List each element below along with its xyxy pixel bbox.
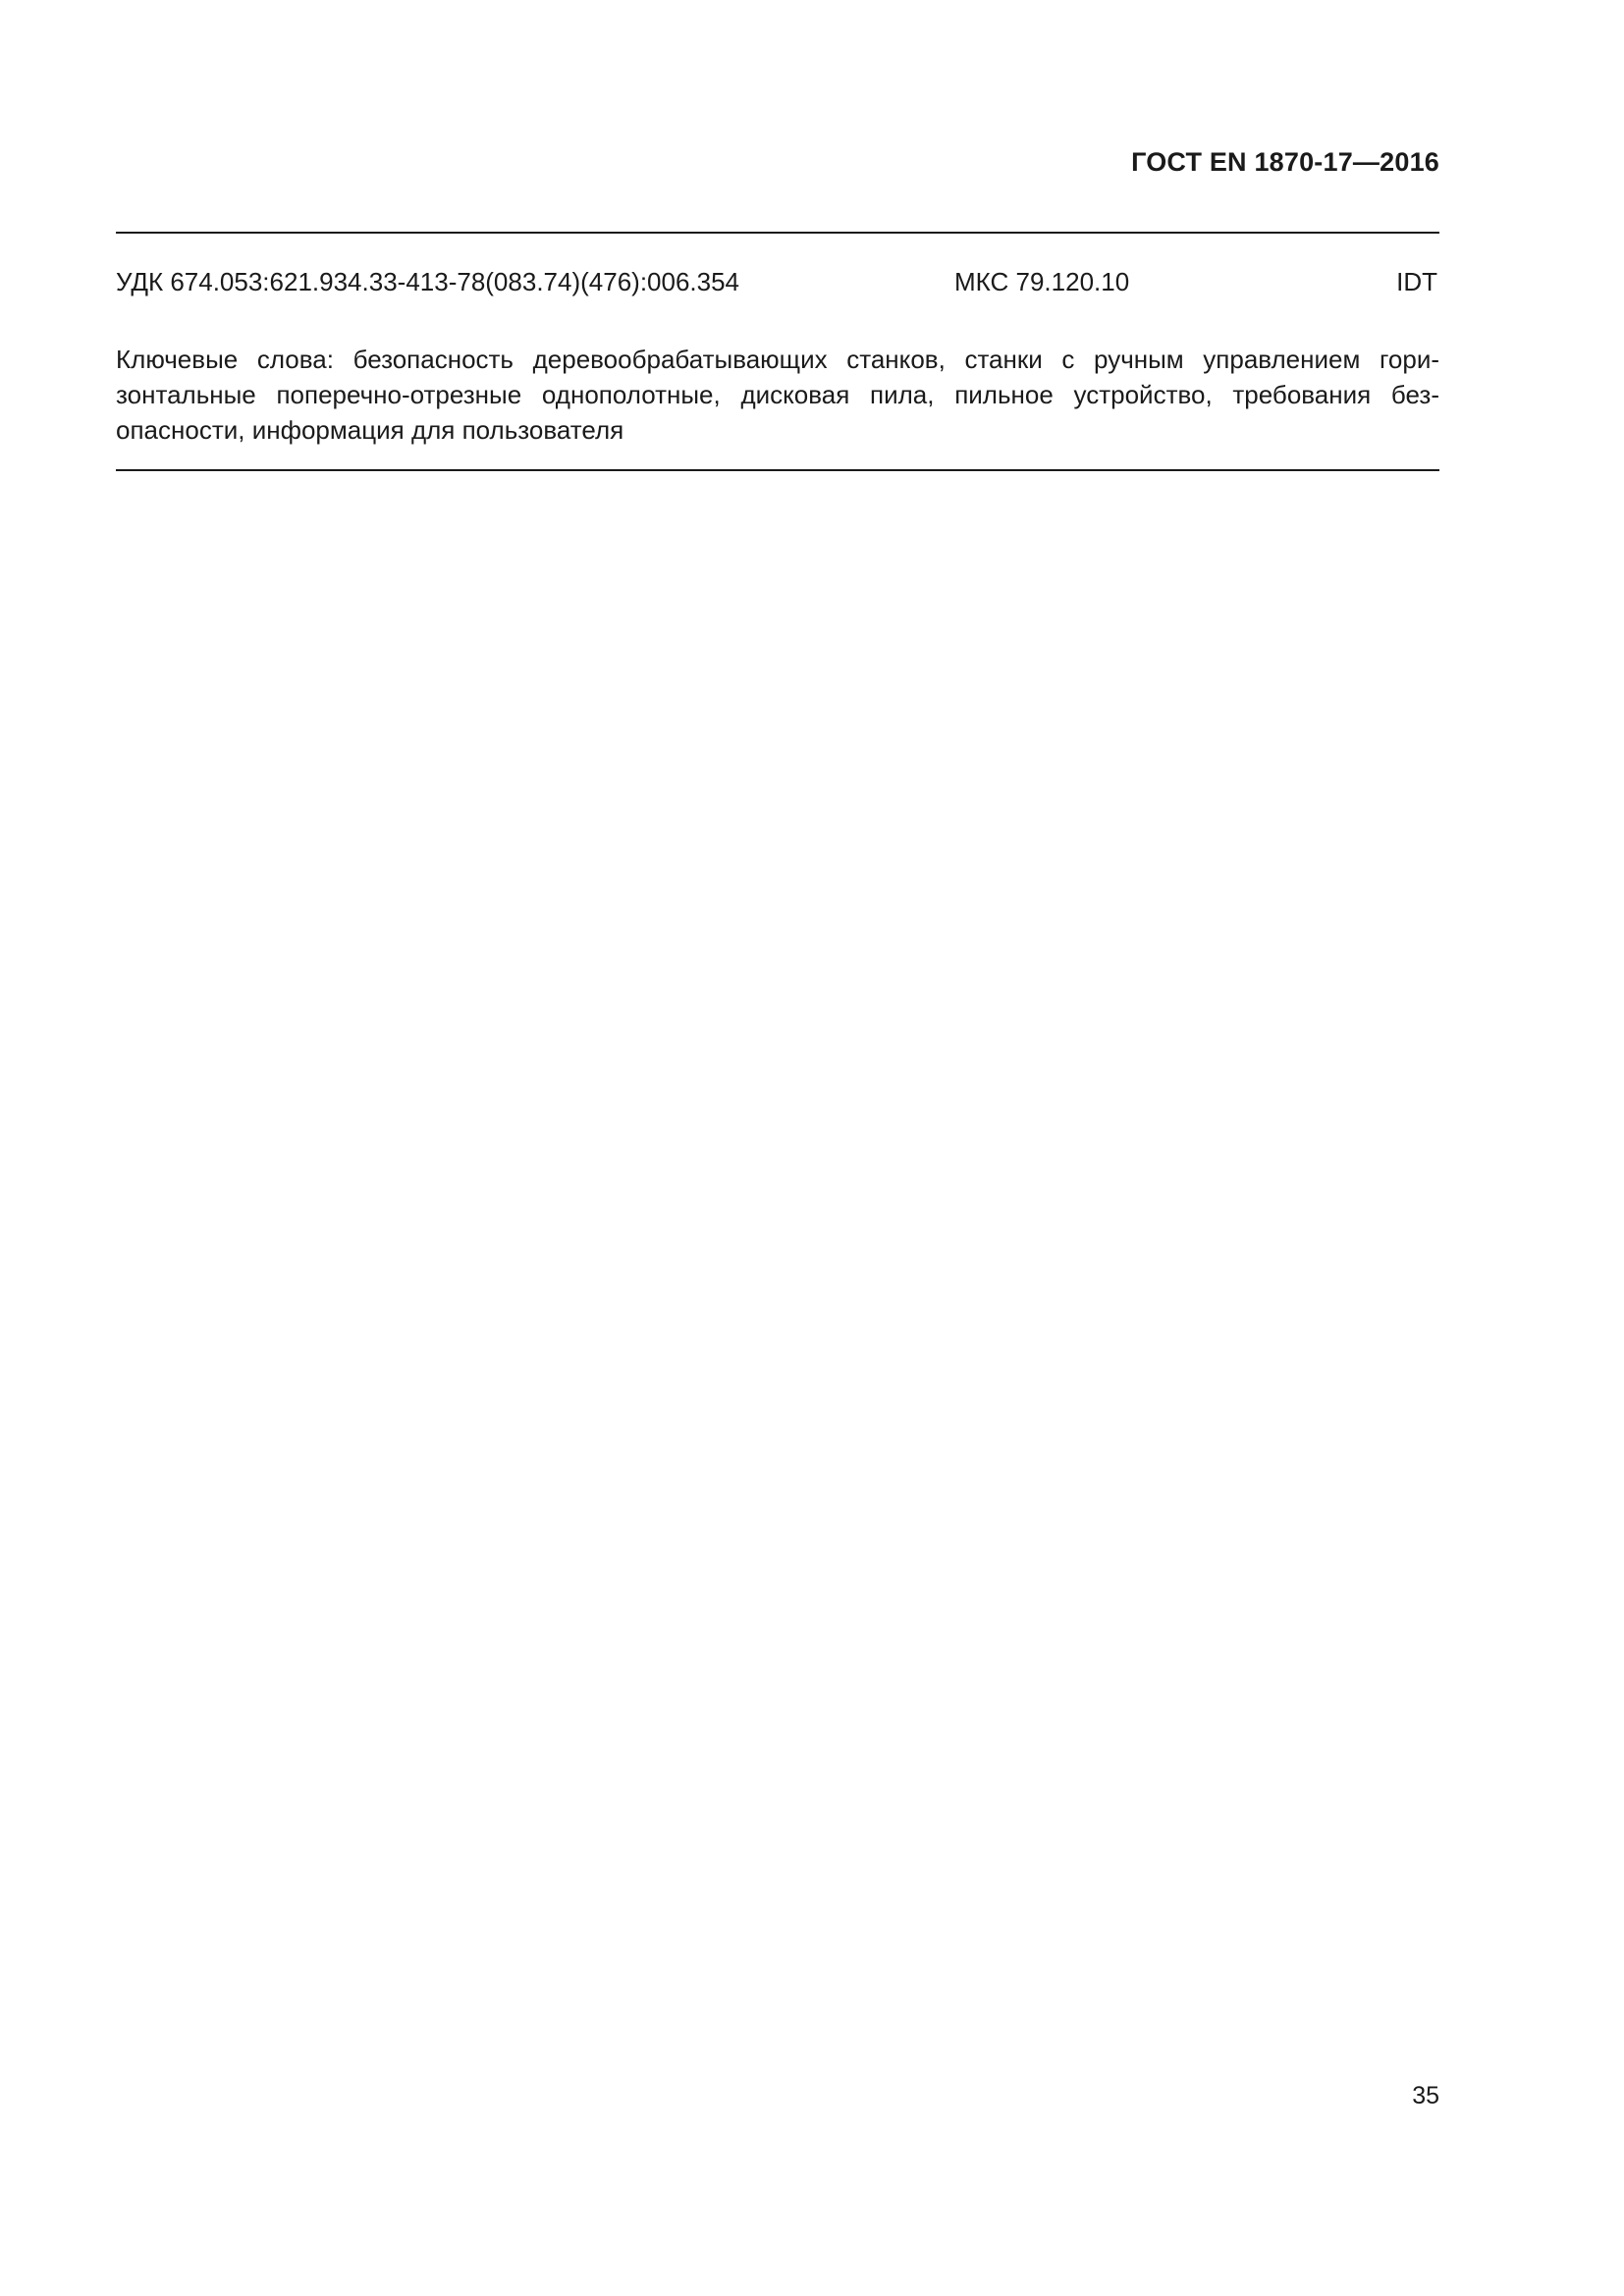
keywords-line: зонтальные поперечно-отрезные однополотные, дисковая пила, пильное устройство, требования без- [116,380,1439,409]
keywords-line: Ключевые слова: безопасность деревообрабатывающих станков, станки с ручным управлением гори- [116,345,1439,374]
equivalence-degree: IDT [1396,267,1437,296]
keywords-line: опасности, информация для пользователя [116,415,624,445]
bottom-divider [116,469,1439,471]
classification-row [116,267,1439,300]
udk-code: УДК 674.053:621.934.33-413-78(083.74)(476):006.354 [116,267,740,296]
keywords-paragraph [116,342,1439,448]
page-number: 35 [1412,2082,1439,2109]
top-divider [116,232,1439,234]
standard-code-header: ГОСТ EN 1870-17—2016 [1131,147,1439,177]
mks-code: МКС 79.120.10 [954,267,1130,296]
